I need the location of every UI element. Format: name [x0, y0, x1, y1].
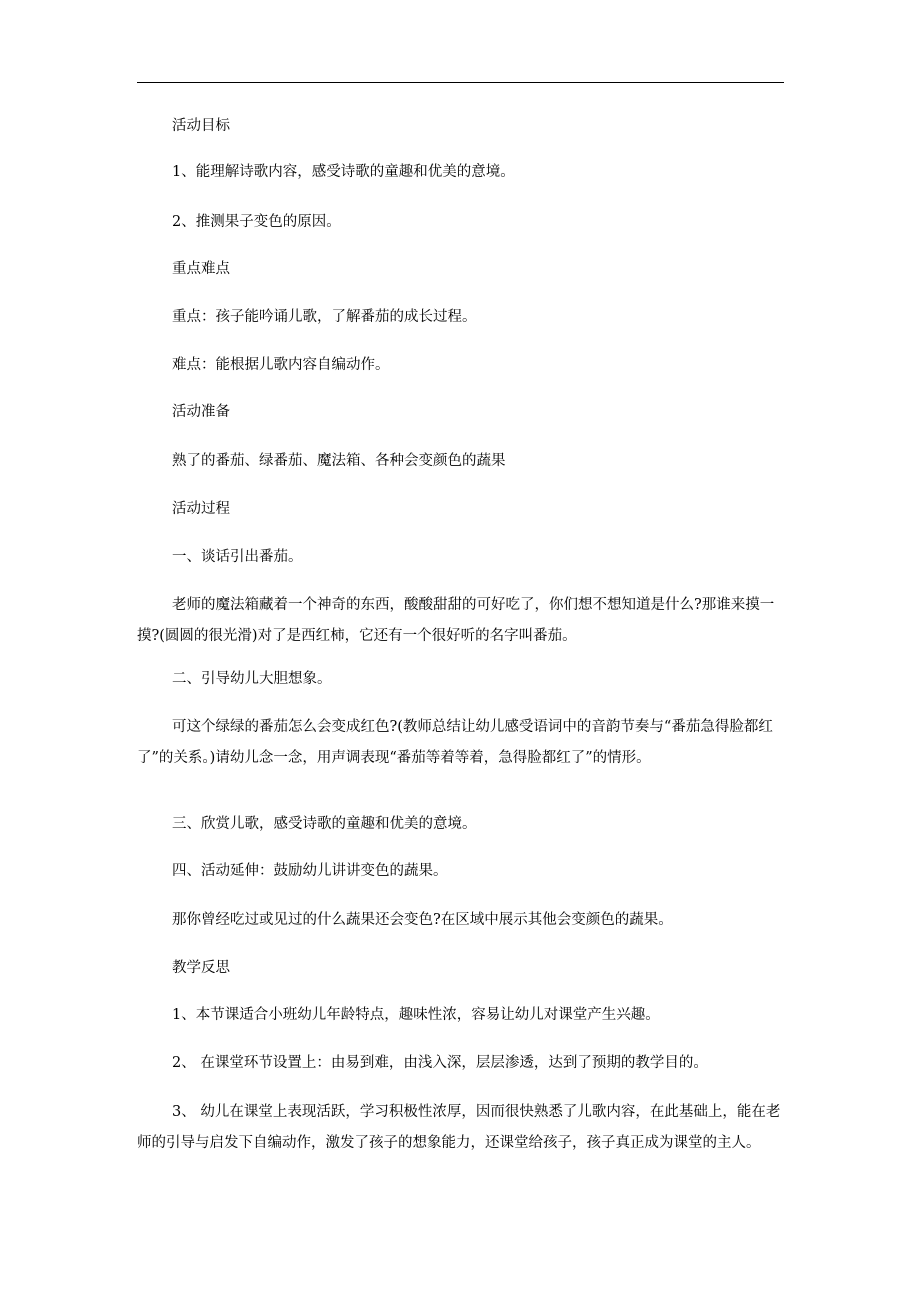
paragraph-goal-2: 2、推测果子变色的原因。: [172, 214, 341, 230]
paragraph-reflection-3: 3、 幼儿在课堂上表现活跃，学习积极性浓厚，因而很快熟悉了儿歌内容，在此基础上，能在老师的引导与启发下自编动作，激发了孩子的想象能力，还课堂给孩子，孩子真正成为课堂的主人。: [137, 1104, 781, 1151]
paragraph-key-point: 重点：孩子能吟诵儿歌，了解番茄的成长过程。: [172, 309, 477, 325]
paragraph-step-1-detail: 老师的魔法箱藏着一个神奇的东西，酸酸甜甜的可好吃了，你们想不想知道是什么?那谁来摸一摸?(圆圆的很光滑)对了是西红柿，它还有一个很好听的名字叫番茄。: [137, 597, 775, 644]
paragraph-step-3: 三、欣赏儿歌，感受诗歌的童趣和优美的意境。: [172, 816, 477, 832]
header-rule: [137, 82, 784, 83]
paragraph-goal-1: 1、能理解诗歌内容，感受诗歌的童趣和优美的意境。: [172, 164, 515, 180]
section-heading-key-points: 重点难点: [172, 261, 230, 277]
paragraph-difficulty: 难点：能根据儿歌内容自编动作。: [172, 357, 390, 373]
section-heading-goals: 活动目标: [172, 118, 230, 134]
paragraph-step-1: 一、谈话引出番茄。: [172, 549, 303, 565]
section-heading-process: 活动过程: [172, 501, 230, 517]
section-heading-reflection: 教学反思: [172, 960, 230, 976]
paragraph-step-4: 四、活动延伸：鼓励幼儿讲讲变色的蔬果。: [172, 863, 448, 879]
paragraph-reflection-2: 2、 在课堂环节设置上：由易到难，由浅入深，层层渗透，达到了预期的教学目的。: [172, 1055, 708, 1071]
paragraph-reflection-1: 1、本节课适合小班幼儿年龄特点，趣味性浓，容易让幼儿对课堂产生兴趣。: [172, 1007, 660, 1023]
paragraph-step-4-detail: 那你曾经吃过或见过的什么蔬果还会变色?在区域中展示其他会变颜色的蔬果。: [172, 912, 673, 928]
paragraph-step-2: 二、引导幼儿大胆想象。: [172, 671, 332, 687]
section-heading-preparation: 活动准备: [172, 404, 230, 420]
paragraph-step-2-detail: 可这个绿绿的番茄怎么会变成红色?(教师总结让幼儿感受语词中的音韵节奏与“番茄急得脸都红了”的关系。)请幼儿念一念，用声调表现“番茄等着等着，急得脸都红了”的情形。: [137, 719, 773, 766]
paragraph-materials: 熟了的番茄、绿番茄、魔法箱、各种会变颜色的蔬果: [172, 453, 506, 469]
